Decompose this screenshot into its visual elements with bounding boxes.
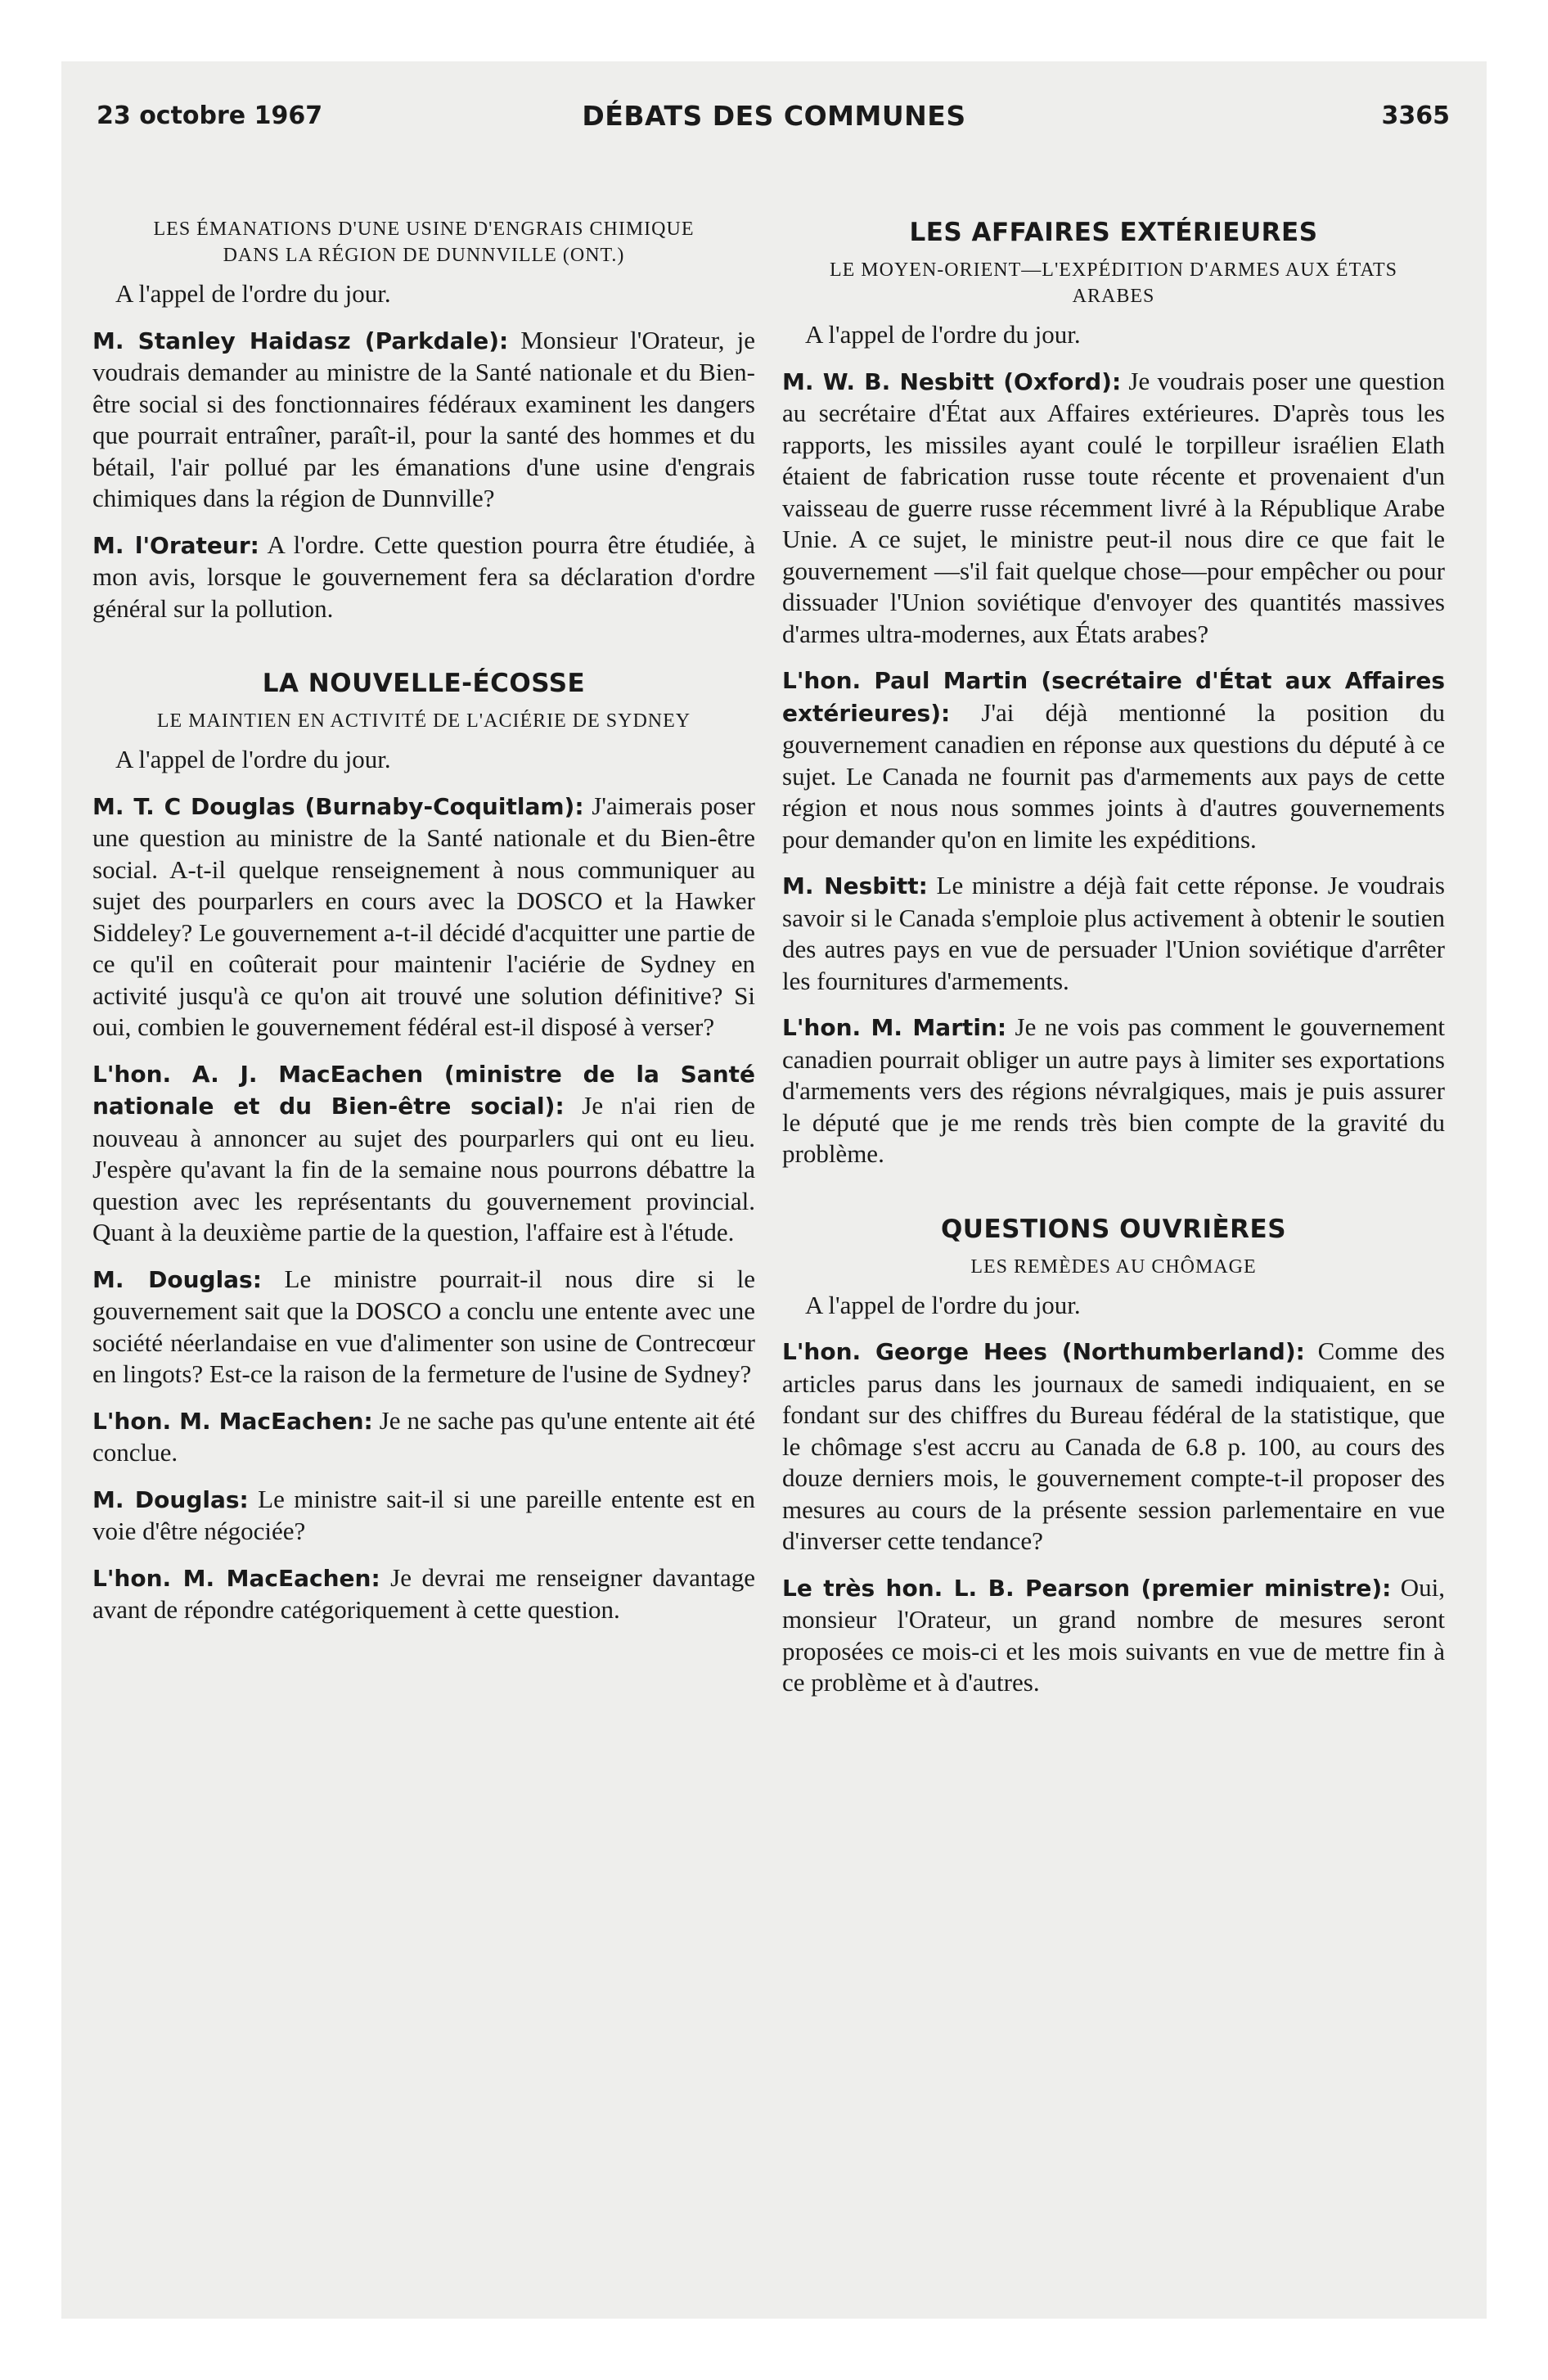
speech-text: Je ne sache pas qu'une entente ait été conclue. <box>92 1405 755 1467</box>
speech-paragraph <box>782 870 1445 997</box>
right-column <box>782 216 1445 1714</box>
speech-text: Oui, monsieur l'Orateur, un grand nombre de mesures seront proposées ce mois-ci et les mois suivants en vue de mettre fin à ce problème et à d'autres. <box>782 1572 1445 1697</box>
speech-text: Le ministre a déjà fait cette réponse. Je voudrais savoir si le Canada s'emploie plus activement à obtenir le soutien des autres pays en vue de persuader l'Union soviétique d'arrêter les fournitures d'armements. <box>782 871 1445 995</box>
header-date: 23 octobre 1967 <box>97 101 323 130</box>
left-column <box>92 216 755 1641</box>
speech-text: J'aimerais poser une question au ministre de la Santé nationale et du Bien-être social. A-t-il quelque renseignement à nous communiquer au sujet des pourparlers en cours avec la DOSCO et la Hawker Siddeley? Le gouvernement a-t-il décidé d'acquitter une partie de ce qu'il en coûterait pour maintenir l'aciérie de Sydney en activité jusqu'à ce qu'on ait trouvé une solution définitive? Si oui, combien le gouvernement fédéral est-il disposé à verser? <box>92 791 755 1041</box>
speech-paragraph <box>92 325 755 515</box>
section-title-acierie: LE MAINTIEN EN ACTIVITÉ DE L'ACIÉRIE DE SYDNEY <box>156 710 691 732</box>
speech-paragraph <box>92 1264 755 1391</box>
speech-paragraph <box>782 1012 1445 1170</box>
speech-text: Comme des articles parus dans les journaux de samedi indiquaient, en se fondant sur des chiffres du Bureau fédéral de la statistique, que le chômage s'est accru au Canada de 6.8 p. 100, au cours des douze derniers mois, le gouvernement compte-t-il proposer des mesures au cours de la présente session parlementaire en vue d'inverser cette tendance? <box>782 1336 1445 1555</box>
speaker: L'hon. M. MacEachen: <box>92 1407 373 1435</box>
speech-text: Le ministre pourrait-il nous dire si le gouvernement sait que la DOSCO a conclu une entente avec une société néerlandaise en vue d'alimenter son usine de Contrecœur en lingots? Est-ce la raison de la fermeture de l'usine de Sydney? <box>92 1264 755 1388</box>
speaker: M. l'Orateur: <box>92 531 259 559</box>
speech-paragraph <box>92 791 755 1044</box>
speaker: M. Douglas: <box>92 1485 249 1513</box>
header-page-number: 3365 <box>1381 101 1450 130</box>
speech-text: Monsieur l'Orateur, je voudrais demander au ministre de la Santé nationale et du Bien-être social si des fonctionnaires fédéraux examinent les dangers que pourrait entraîner, paraît-il, pour la santé des hommes et du bétail, l'air pollué par les émanations d'une usine d'engrais chimiques dans la région de Dunnville? <box>92 325 755 512</box>
section-heading-questions-ouvrieres: QUESTIONS OUVRIÈRES <box>940 1214 1287 1244</box>
speaker: M. W. B. Nesbitt (Oxford): <box>782 367 1122 395</box>
order-of-day: A l'appel de l'ordre du jour. <box>115 279 391 308</box>
speech-paragraph <box>92 1484 755 1548</box>
order-of-day: A l'appel de l'ordre du jour. <box>115 745 391 773</box>
speech-paragraph <box>782 1336 1445 1557</box>
speech-text: A l'ordre. Cette question pourra être étudiée, à mon avis, lorsque le gouvernement fera sa déclaration d'ordre général sur la pollution. <box>92 530 755 623</box>
speaker: M. T. C Douglas (Burnaby-Coquitlam): <box>92 792 584 820</box>
speaker: L'hon. M. Martin: <box>782 1014 1007 1041</box>
speech-text: Je ne vois pas comment le gouvernement canadien pourrait obliger un autre pays à limiter ses exportations d'armements vers des régions névralgiques, mais je puis assurer le député que je me rends très bien compte de la gravité du problème. <box>782 1012 1445 1168</box>
speaker: L'hon. M. MacEachen: <box>92 1564 380 1592</box>
speech-paragraph <box>782 665 1445 855</box>
speaker: L'hon. Paul Martin (secrétaire d'État aux Affaires extérieures): <box>782 667 1445 727</box>
speech-paragraph <box>92 530 755 625</box>
speech-text: Je n'ai rien de nouveau à annoncer au sujet des pourparlers qui ont eu lieu. J'espère qu'avant la fin de la semaine nous pourrons débattre la question avec les représentants du gouvernement provincial. Quant à la deuxième partie de la question, l'affaire est à l'étude. <box>92 1091 755 1246</box>
speech-paragraph <box>782 366 1445 651</box>
speech-text: Je voudrais poser une question au secrétaire d'État aux Affaires extérieures. D'après tous les rapports, les missiles ayant coulé le torpilleur israélien Elath étaient de fabrication russe toute récente et provenaient d'un vaisseau de guerre russe récemment livré à la République Arabe Unie. A ce sujet, le ministre peut-il nous dire ce que fait le gouvernement —s'il fait quelque chose—pour empêcher ou pour dissuader l'Union soviétique d'envoyer des quantités massives d'armes ultra-modernes, aux États arabes? <box>782 366 1445 648</box>
speech-text: Je devrai me renseigner davantage avant de répondre catégoriquement à cette question. <box>92 1562 755 1624</box>
speech-paragraph <box>92 1562 755 1626</box>
section-title-emanations: LES ÉMANATIONS D'UNE USINE D'ENGRAIS CHIMIQUE DANS LA RÉGION DE DUNNVILLE (ONT.) <box>153 219 695 266</box>
section-heading-nouvelle-ecosse: LA NOUVELLE-ÉCOSSE <box>262 669 586 698</box>
speech-text: Le ministre sait-il si une pareille entente est en voie d'être négociée? <box>92 1484 755 1545</box>
speech-paragraph <box>92 1058 755 1249</box>
speaker: M. Douglas: <box>92 1265 262 1293</box>
speaker: M. Nesbitt: <box>782 872 928 899</box>
speaker: Le très hon. L. B. Pearson (premier ministre): <box>782 1574 1392 1602</box>
speaker: L'hon. George Hees (Northumberland): <box>782 1338 1305 1365</box>
speaker: L'hon. A. J. MacEachen (ministre de la Santé nationale et du Bien-être social): <box>92 1060 755 1120</box>
section-title-chomage: LES REMÈDES AU CHÔMAGE <box>970 1255 1257 1278</box>
section-heading-affaires-exterieures: LES AFFAIRES EXTÉRIEURES <box>909 218 1318 247</box>
header-title: DÉBATS DES COMMUNES <box>582 100 966 132</box>
order-of-day: A l'appel de l'ordre du jour. <box>805 320 1081 349</box>
speech-paragraph <box>782 1572 1445 1699</box>
speech-paragraph <box>92 1405 755 1469</box>
order-of-day: A l'appel de l'ordre du jour. <box>805 1290 1081 1319</box>
speech-text: J'ai déjà mentionné la position du gouvernement canadien en réponse aux questions du député à ce sujet. Le Canada ne fournit pas d'armements aux pays de cette région et nous nous sommes joints à d'autres gouvernements pour demander qu'on en limite les expéditions. <box>782 697 1445 854</box>
speaker: M. Stanley Haidasz (Parkdale): <box>92 327 509 354</box>
section-title-moyen-orient: LE MOYEN-ORIENT—L'EXPÉDITION D'ARMES AUX ÉTATS ARABES <box>829 259 1397 307</box>
page-header <box>0 92 1548 141</box>
